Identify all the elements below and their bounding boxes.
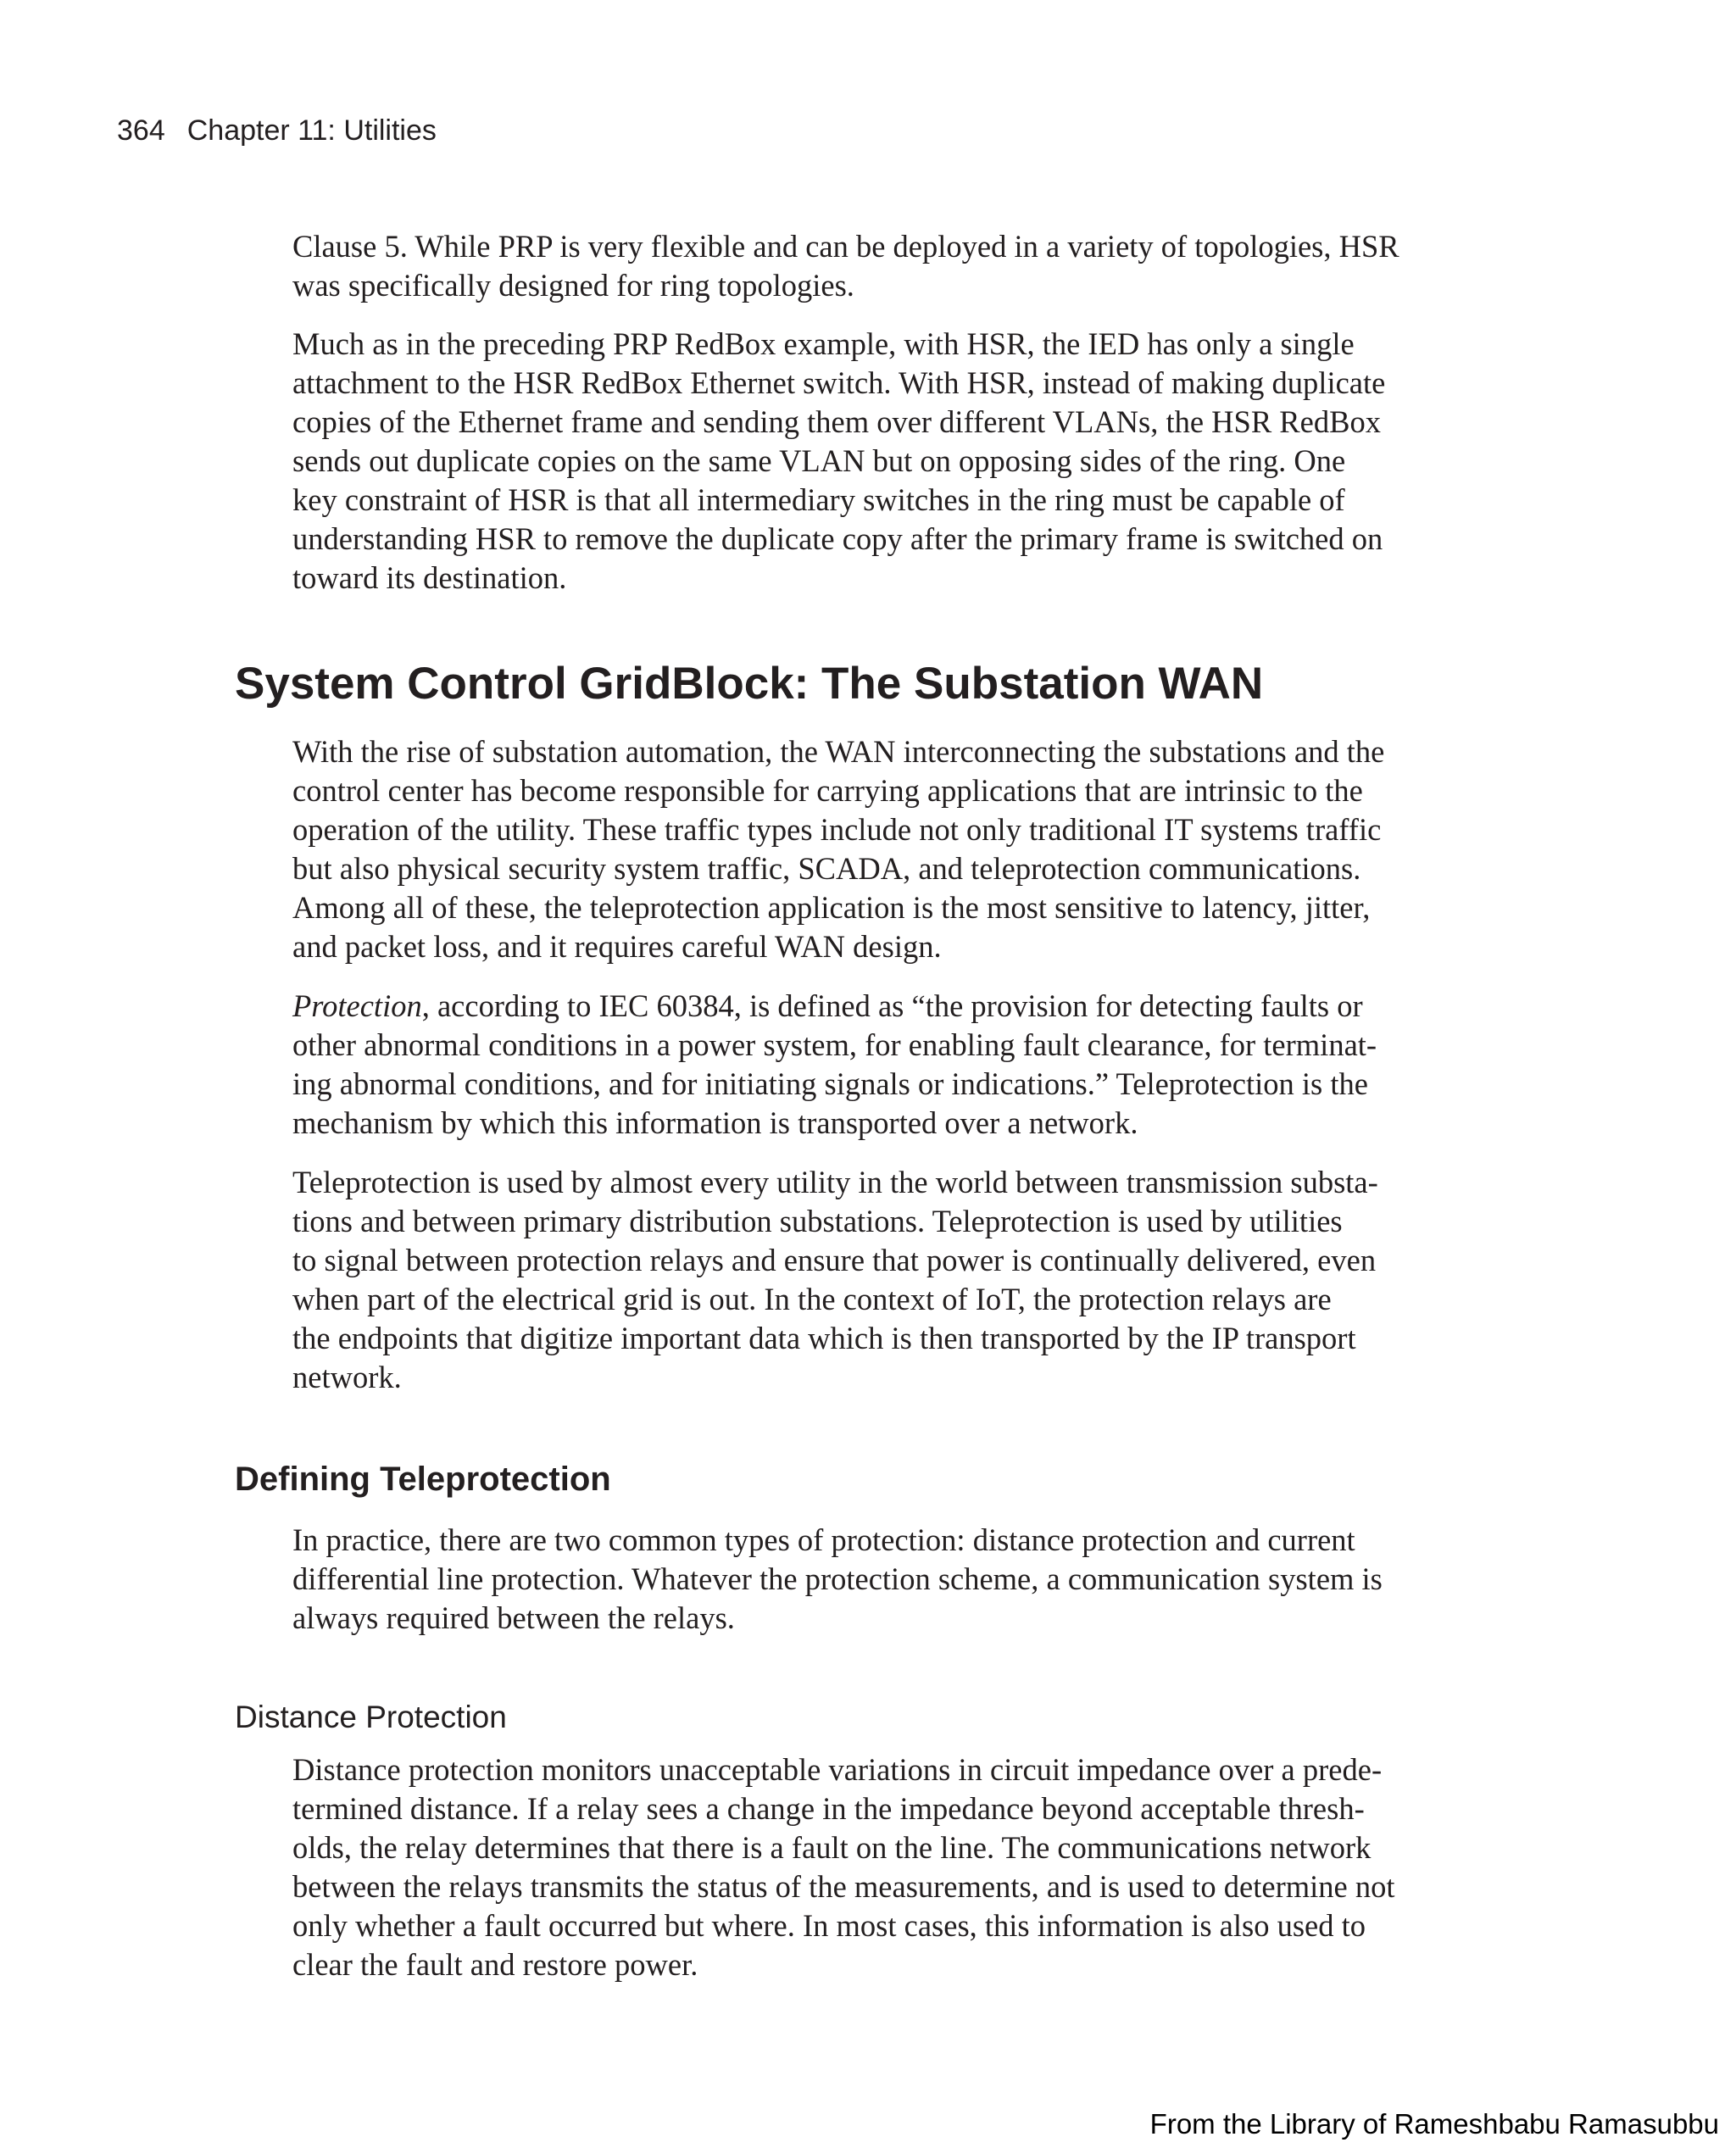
text-line: the endpoints that digitize important data which is then transported by the IP transport <box>292 1321 1356 1355</box>
text-line: only whether a fault occurred but where. In most cases, this information is also used to <box>292 1908 1366 1943</box>
text-line: differential line protection. Whatever the protection scheme, a communication system is <box>292 1561 1383 1596</box>
text-line: clear the fault and restore power. <box>292 1947 698 1982</box>
text-fragment: , according to IEC 60384, is defined as “the provision for detecting faults or <box>421 988 1363 1023</box>
text-line: olds, the relay determines that there is a fault on the line. The communications network <box>292 1830 1372 1865</box>
text-line: attachment to the HSR RedBox Ethernet switch. With HSR, instead of making duplicate <box>292 365 1386 400</box>
text-line: ing abnormal conditions, and for initiating signals or indications.” Teleprotection is the <box>292 1066 1368 1101</box>
text-line: network. <box>292 1360 402 1394</box>
text-line: termined distance. If a relay sees a change in the impedance beyond acceptable thresh- <box>292 1791 1365 1826</box>
text-line: toward its destination. <box>292 560 567 595</box>
paragraph-protection-definition <box>292 987 1445 1143</box>
text-line: Much as in the preceding PRP RedBox example, with HSR, the IED has only a single <box>292 326 1355 361</box>
text-line: Among all of these, the teleprotection application is the most sensitive to latency, jitter, <box>292 890 1371 925</box>
paragraph-distance-protection <box>292 1750 1445 1984</box>
paragraph-substation-automation <box>292 732 1445 966</box>
text-line: key constraint of HSR is that all intermediary switches in the ring must be capable of <box>292 482 1345 517</box>
text-line: but also physical security system traffic, SCADA, and teleprotection communications. <box>292 851 1361 886</box>
text-line: to signal between protection relays and ensure that power is continually delivered, even <box>292 1243 1377 1277</box>
text-line: With the rise of substation automation, the WAN interconnecting the substations and the <box>292 734 1385 769</box>
paragraph-hsr-intro <box>292 227 1445 305</box>
text-line: when part of the electrical grid is out. In the context of IoT, the protection relays are <box>292 1282 1332 1316</box>
library-watermark: From the Library of Rameshbabu Ramasubbu <box>1149 2108 1719 2140</box>
subsection-heading: Defining Teleprotection <box>235 1461 611 1498</box>
running-head <box>117 112 437 149</box>
paragraph-hsr-redbox <box>292 325 1445 598</box>
text-line: sends out duplicate copies on the same VLAN but on opposing sides of the ring. One <box>292 443 1346 478</box>
page-number: 364 <box>117 114 165 147</box>
text-line: always required between the relays. <box>292 1600 735 1635</box>
italic-term: Protection <box>292 988 422 1023</box>
paragraph-protection-types <box>292 1521 1445 1638</box>
text-line: was specifically designed for ring topologies. <box>292 268 854 303</box>
text-line: control center has become responsible for carrying applications that are intrinsic to the <box>292 773 1363 808</box>
text-line: operation of the utility. These traffic types include not only traditional IT systems traffic <box>292 812 1382 847</box>
text-line: understanding HSR to remove the duplicate copy after the primary frame is switched on <box>292 521 1383 556</box>
text-line: tions and between primary distribution substations. Teleprotection is used by utilities <box>292 1204 1343 1238</box>
text-line: between the relays transmits the status of the measurements, and is used to determine not <box>292 1869 1395 1904</box>
text-line <box>292 987 1445 1026</box>
paragraph-teleprotection-usage <box>292 1163 1445 1397</box>
text-line: mechanism by which this information is transported over a network. <box>292 1105 1138 1140</box>
section-heading: System Control GridBlock: The Substation WAN <box>235 659 1264 709</box>
text-line: In practice, there are two common types of protection: distance protection and current <box>292 1522 1355 1557</box>
text-line: copies of the Ethernet frame and sending them over different VLANs, the HSR RedBox <box>292 404 1381 439</box>
text-line: other abnormal conditions in a power system, for enabling fault clearance, for terminat- <box>292 1027 1377 1062</box>
text-line: and packet loss, and it requires careful WAN design. <box>292 929 942 964</box>
text-line: Clause 5. While PRP is very flexible and can be deployed in a variety of topologies, HSR <box>292 229 1399 264</box>
subsubsection-heading: Distance Protection <box>235 1700 507 1734</box>
text-line: Distance protection monitors unacceptable variations in circuit impedance over a prede- <box>292 1752 1383 1787</box>
chapter-title: Chapter 11: Utilities <box>186 114 437 147</box>
text-line: Teleprotection is used by almost every utility in the world between transmission substa- <box>292 1165 1378 1199</box>
